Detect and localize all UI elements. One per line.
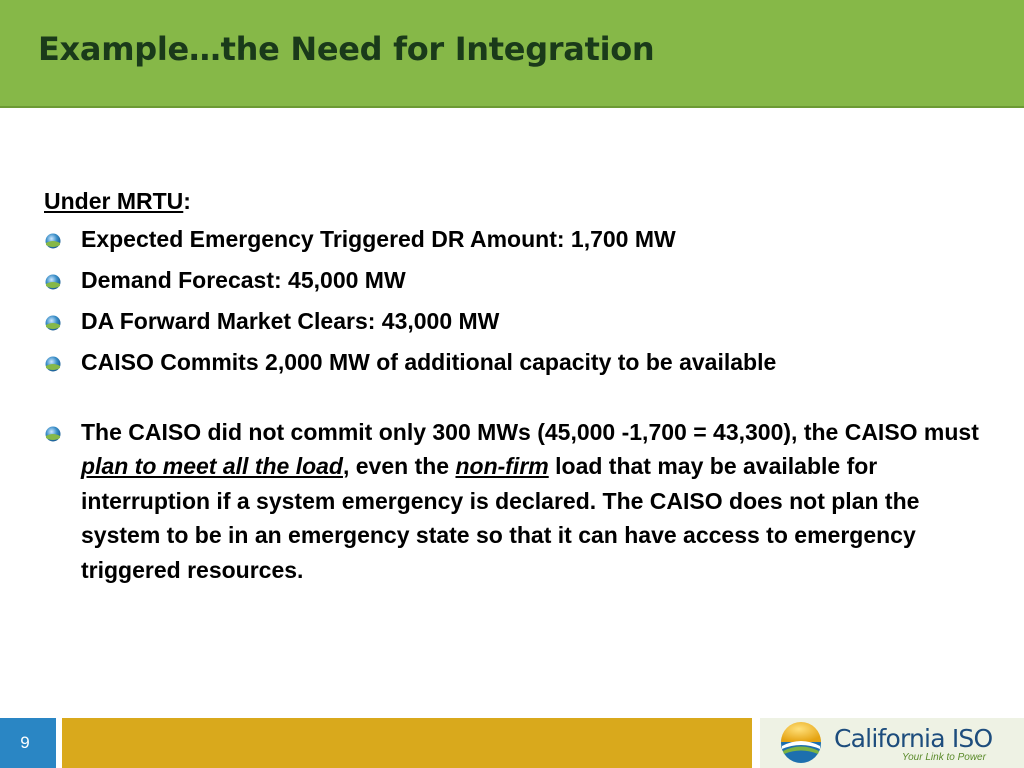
logo-wordmark: California ISO — [834, 724, 993, 753]
title-divider — [0, 106, 1024, 108]
globe-bullet-icon — [45, 274, 61, 290]
footer-bar — [62, 718, 752, 768]
list-item — [44, 345, 1004, 379]
emphasis-plan-to-meet-load: plan to meet all the load — [81, 453, 343, 480]
globe-bullet-icon — [45, 233, 61, 249]
section-heading-colon: : — [183, 188, 191, 214]
paragraph-text: load that may be available for interruption if a system emergency is declared. The CAISO does not plan the system to be in an emergency state so that it can have access to emergency triggered resources. — [81, 453, 920, 583]
list-item — [44, 222, 1004, 256]
section-heading — [44, 184, 1004, 218]
list-item-text: DA Forward Market Clears: 43,000 MW — [81, 308, 500, 334]
paragraph-text: , even the — [342, 453, 456, 480]
list-item-text: Expected Emergency Triggered DR Amount: 1,700 MW — [81, 226, 676, 252]
list-item — [44, 263, 1004, 297]
globe-bullet-icon — [45, 426, 61, 442]
page-number: 9 — [20, 733, 30, 752]
list-item-text: Demand Forecast: 45,000 MW — [81, 267, 406, 293]
list-item-paragraph — [44, 415, 1004, 587]
slide-title: Example…the Need for Integration — [38, 30, 655, 68]
list-item-text: CAISO Commits 2,000 MW of additional capacity to be available — [81, 349, 777, 375]
list-item — [44, 304, 1004, 338]
section-heading-label: Under MRTU — [44, 188, 184, 214]
paragraph-text: The CAISO did not commit only 300 MWs (45,000 -1,700 = 43,300), the CAISO must — [81, 419, 979, 445]
slide-content — [44, 184, 1004, 594]
california-iso-logo-icon — [780, 722, 822, 764]
globe-bullet-icon — [45, 315, 61, 331]
globe-bullet-icon — [45, 356, 61, 372]
bullet-list — [44, 222, 1004, 587]
emphasis-non-firm: non-firm — [455, 453, 549, 480]
logo-tagline: Your Link to Power — [902, 752, 986, 763]
